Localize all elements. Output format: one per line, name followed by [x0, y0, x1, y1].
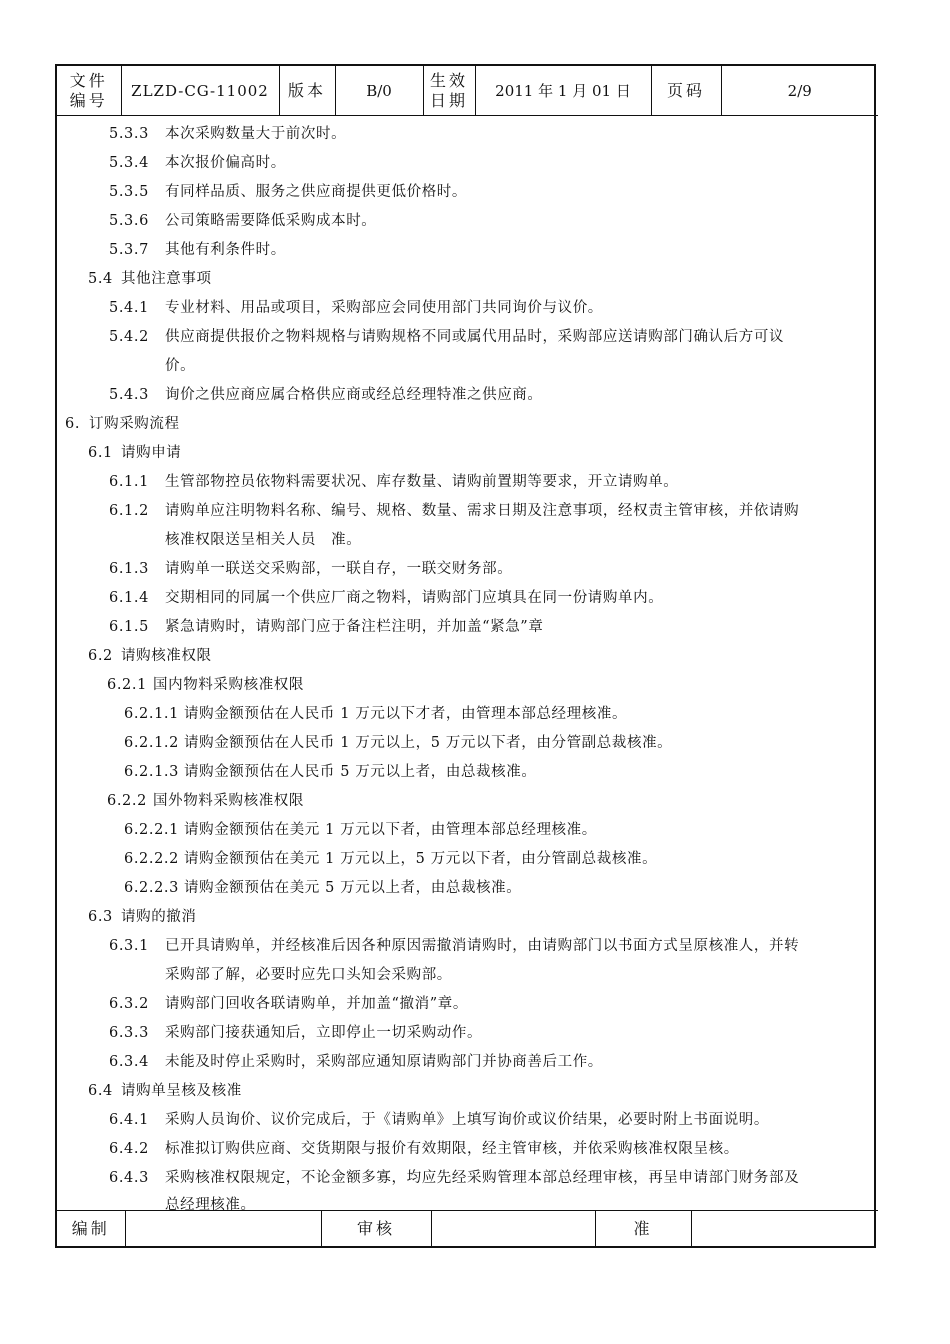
clause-line: 6.2.2.3 请购金额预估在美元 5 万元以上者，由总裁核准。 [124, 880, 522, 896]
clause-line: 6.3.2 请购部门回收各联请购单，并加盖“撤消”章。 [109, 996, 468, 1012]
clause-line: 6.3.4 未能及时停止采购时，采购部应通知原请购部门并协商善后工作。 [109, 1054, 603, 1070]
clause-line: 6.2.1.2 请购金额预估在人民币 1 万元以上，5 万元以下者，由分管副总裁核准。 [124, 735, 673, 751]
clause-continuation: 采购部了解，必要时应先口头知会采购部。 [165, 967, 452, 983]
clause-line: 5.4.2 供应商提供报价之物料规格与请购规格不同或属代用品时，采购部应送请购部门确认后方可议 [109, 329, 785, 345]
page-value: 2/9 [721, 66, 878, 116]
clause-line: 5.3.7 其他有利条件时。 [109, 242, 286, 258]
clause-line: 6.1.3 请购单一联送交采购部，一联自存，一联交财务部。 [109, 561, 513, 577]
version-value: B/0 [335, 66, 423, 116]
section-heading: 5.4 其他注意事项 [88, 271, 212, 287]
clause-line: 5.4.1 专业材料、用品或项目，采购部应会同使用部门共同询价与议价。 [109, 300, 603, 316]
prepared-by-field[interactable] [125, 1211, 321, 1247]
clause-continuation: 价。 [165, 358, 196, 374]
clause-line: 6.4.1 采购人员询价、议价完成后，于《请购单》上填写询价或议价结果，必要时附上书面说明。 [109, 1112, 769, 1128]
section-heading: 6.1 请购申请 [88, 445, 182, 461]
chapter-heading: 6. 订购采购流程 [65, 416, 180, 432]
approved-by-label: 准 [595, 1211, 691, 1247]
clause-line: 5.3.3 本次采购数量大于前次时。 [109, 126, 347, 142]
page-label: 页码 [651, 66, 721, 116]
clause-line: 5.3.5 有同样品质、服务之供应商提供更低价格时。 [109, 184, 467, 200]
version-label: 版本 [279, 66, 335, 116]
section-heading: 6.2 请购核准权限 [88, 648, 212, 664]
clause-line: 6.2.1.1 请购金额预估在人民币 1 万元以下才者，由管理本部总经理核准。 [124, 706, 628, 722]
clause-line: 6.1.1 生管部物控员依物料需要状况、库存数量、请购前置期等要求，开立请购单。 [109, 474, 679, 490]
clause-line: 6.1.2 请购单应注明物料名称、编号、规格、数量、需求日期及注意事项，经权责主管审核，并依请购 [109, 503, 800, 519]
clause-line: 6.2.2.2 请购金额预估在美元 1 万元以上，5 万元以下者，由分管副总裁核准。 [124, 851, 658, 867]
subsection-heading: 6.2.1 国内物料采购核准权限 [107, 677, 304, 693]
clause-line: 5.3.6 公司策略需要降低采购成本时。 [109, 213, 377, 229]
section-heading: 6.3 请购的撤消 [88, 909, 197, 925]
subsection-heading: 6.2.2 国外物料采购核准权限 [107, 793, 304, 809]
clause-continuation: 总经理核准。 [165, 1197, 256, 1213]
reviewed-by-field[interactable] [431, 1211, 595, 1247]
header-table [57, 66, 878, 116]
document-frame [55, 64, 876, 1248]
footer-table [57, 1210, 878, 1246]
clause-line: 6.4.3 采购核准权限规定，不论金额多寡，均应先经采购管理本部总经理审核，再呈申请部门财务部及 [109, 1170, 800, 1186]
clause-line: 5.4.3 询价之供应商应属合格供应商或经总经理特准之供应商。 [109, 387, 543, 403]
doc-no-value: ZLZD-CG-11002 [121, 66, 279, 116]
section-heading: 6.4 请购单呈核及核准 [88, 1083, 242, 1099]
clause-line: 6.1.4 交期相同的同属一个供应厂商之物料，请购部门应填具在同一份请购单内。 [109, 590, 664, 606]
clause-line: 5.3.4 本次报价偏高时。 [109, 155, 286, 171]
clause-continuation: 核准权限送呈相关人员 准。 [165, 532, 362, 548]
clause-line: 6.3.3 采购部门接获通知后，立即停止一切采购动作。 [109, 1025, 483, 1041]
doc-no-label: 文件 编号 [57, 66, 121, 116]
clause-line: 6.2.2.1 请购金额预估在美元 1 万元以下者，由管理本部总经理核准。 [124, 822, 597, 838]
clause-line: 6.1.5 紧急请购时，请购部门应于备注栏注明，并加盖“紧急”章 [109, 619, 544, 635]
effective-date-label: 生效 日期 [423, 66, 475, 116]
clause-line: 6.2.1.3 请购金额预估在人民币 5 万元以上者，由总裁核准。 [124, 764, 537, 780]
effective-date-value: 2011 年 1 月 01 日 [475, 66, 651, 116]
clause-line: 6.4.2 标准拟订购供应商、交货期限与报价有效期限，经主管审核，并依采购核准权限呈核。 [109, 1141, 739, 1157]
approved-by-field[interactable] [691, 1211, 878, 1247]
prepared-by-label: 编制 [57, 1211, 125, 1247]
clause-line: 6.3.1 已开具请购单，并经核准后因各种原因需撤消请购时，由请购部门以书面方式呈原核准人，并转 [109, 938, 800, 954]
document-body [57, 116, 874, 1213]
reviewed-by-label: 审核 [321, 1211, 431, 1247]
